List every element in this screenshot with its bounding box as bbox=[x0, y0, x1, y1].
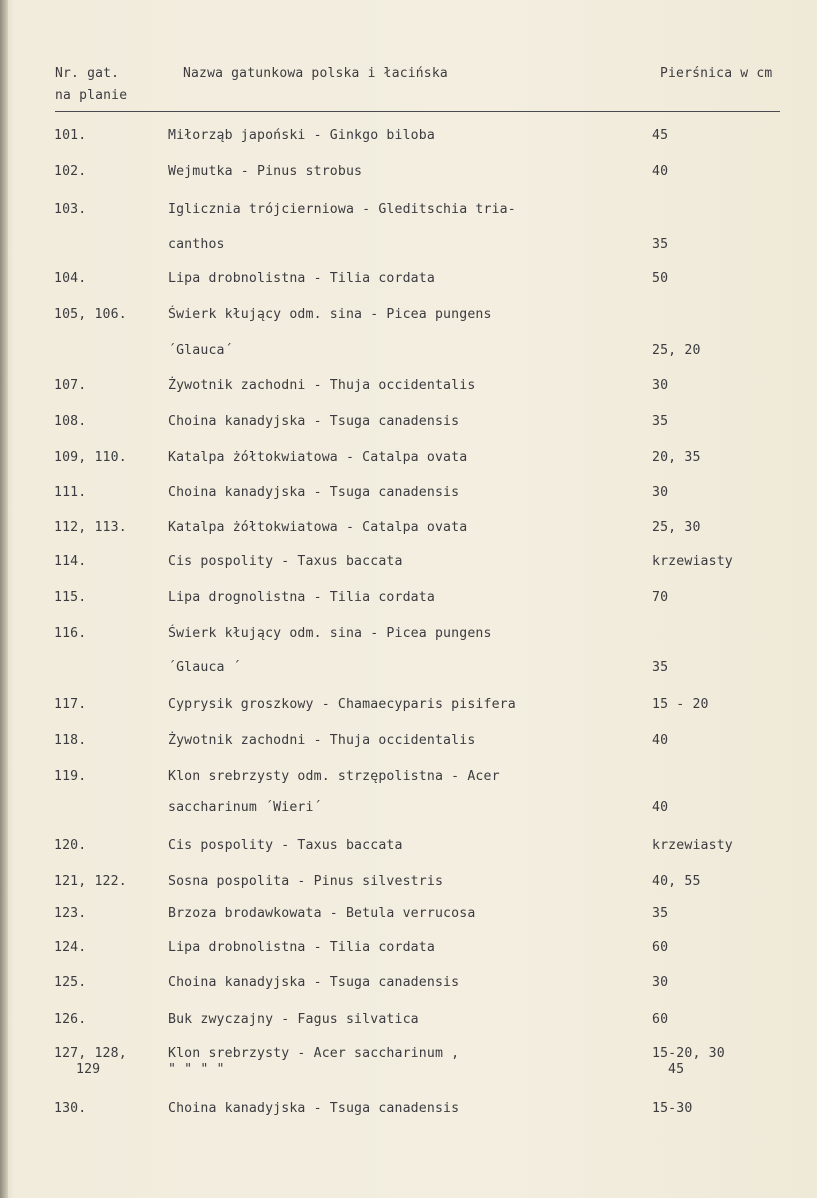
species-name: Choina kanadyjska - Tsuga canadensis bbox=[168, 485, 460, 500]
girth-value: 70 bbox=[652, 590, 669, 605]
girth-value: 40 bbox=[652, 164, 669, 179]
girth-value: krzewiasty bbox=[652, 554, 733, 569]
species-name: Lipa drobnolistna - Tilia cordata bbox=[168, 940, 435, 955]
girth-value: 15 - 20 bbox=[652, 697, 709, 712]
girth-value: 50 bbox=[652, 271, 669, 286]
species-name: Klon srebrzysty - Acer saccharinum , bbox=[168, 1046, 460, 1061]
girth-value: 40 bbox=[652, 800, 669, 815]
girth-value: 40, 55 bbox=[652, 874, 701, 889]
girth-value: 35 bbox=[652, 660, 669, 675]
row-number: 123. bbox=[54, 906, 87, 921]
girth-value: 35 bbox=[652, 237, 669, 252]
row-number: 116. bbox=[54, 626, 87, 641]
species-name: Żywotnik zachodni - Thuja occidentalis bbox=[168, 733, 476, 748]
species-name: Klon srebrzysty odm. strzępolistna - Acer bbox=[168, 769, 500, 784]
row-number-cont: 129 bbox=[76, 1062, 101, 1077]
species-name: Lipa drobnolistna - Tilia cordata bbox=[168, 271, 435, 286]
girth-value: 15-30 bbox=[652, 1101, 693, 1116]
row-number: 107. bbox=[54, 378, 87, 393]
species-name: Żywotnik zachodni - Thuja occidentalis bbox=[168, 378, 476, 393]
header-col-nr-line2: na planie bbox=[55, 88, 128, 103]
row-number: 119. bbox=[54, 769, 87, 784]
row-number: 126. bbox=[54, 1012, 87, 1027]
girth-value: 45 bbox=[668, 1062, 685, 1077]
row-number: 109, 110. bbox=[54, 450, 127, 465]
species-name: Wejmutka - Pinus strobus bbox=[168, 164, 363, 179]
girth-value: 45 bbox=[652, 128, 669, 143]
page-edge-shadow bbox=[0, 0, 8, 1198]
species-name: Brzoza brodawkowata - Betula verrucosa bbox=[168, 906, 476, 921]
species-name: Cis pospolity - Taxus baccata bbox=[168, 554, 403, 569]
header-rule bbox=[55, 111, 780, 112]
girth-value: 60 bbox=[652, 940, 669, 955]
row-number: 117. bbox=[54, 697, 87, 712]
species-name: saccharinum ´Wieri´ bbox=[168, 800, 322, 815]
species-name: Świerk kłujący odm. sina - Picea pungens bbox=[168, 307, 492, 322]
girth-value: 40 bbox=[652, 733, 669, 748]
header-col-name: Nazwa gatunkowa polska i łacińska bbox=[183, 66, 448, 81]
row-number: 115. bbox=[54, 590, 87, 605]
girth-value: krzewiasty bbox=[652, 838, 733, 853]
girth-value: 20, 35 bbox=[652, 450, 701, 465]
row-number: 124. bbox=[54, 940, 87, 955]
girth-value: 60 bbox=[652, 1012, 669, 1027]
row-number: 120. bbox=[54, 838, 87, 853]
girth-value: 15-20, 30 bbox=[652, 1046, 725, 1061]
species-name: Iglicznia trójcierniowa - Gleditschia tria- bbox=[168, 202, 516, 217]
species-name: Katalpa żółtokwiatowa - Catalpa ovata bbox=[168, 450, 468, 465]
row-number: 111. bbox=[54, 485, 87, 500]
girth-value: 35 bbox=[652, 414, 669, 429]
row-number: 112, 113. bbox=[54, 520, 127, 535]
row-number: 114. bbox=[54, 554, 87, 569]
row-number: 121, 122. bbox=[54, 874, 127, 889]
row-number: 105, 106. bbox=[54, 307, 127, 322]
row-number: 103. bbox=[54, 202, 87, 217]
species-name: Choina kanadyjska - Tsuga canadensis bbox=[168, 414, 460, 429]
row-number: 125. bbox=[54, 975, 87, 990]
girth-value: 35 bbox=[652, 906, 669, 921]
row-number: 108. bbox=[54, 414, 87, 429]
species-name: Cis pospolity - Taxus baccata bbox=[168, 838, 403, 853]
species-name: Miłorząb japoński - Ginkgo biloba bbox=[168, 128, 435, 143]
species-name: Lipa drognolistna - Tilia cordata bbox=[168, 590, 435, 605]
species-name: " " " " bbox=[168, 1062, 225, 1077]
species-name: Sosna pospolita - Pinus silvestris bbox=[168, 874, 444, 889]
girth-value: 25, 30 bbox=[652, 520, 701, 535]
girth-value: 25, 20 bbox=[652, 343, 701, 358]
row-number: 118. bbox=[54, 733, 87, 748]
species-name: Katalpa żółtokwiatowa - Catalpa ovata bbox=[168, 520, 468, 535]
species-name: Cyprysik groszkowy - Chamaecyparis pisifera bbox=[168, 697, 516, 712]
row-number: 102. bbox=[54, 164, 87, 179]
species-name: Świerk kłujący odm. sina - Picea pungens bbox=[168, 626, 492, 641]
header-col-girth: Pierśnica w cm bbox=[660, 66, 773, 81]
row-number: 101. bbox=[54, 128, 87, 143]
species-name: Buk zwyczajny - Fagus silvatica bbox=[168, 1012, 419, 1027]
row-number: 104. bbox=[54, 271, 87, 286]
header-col-nr-line1: Nr. gat. bbox=[55, 66, 120, 81]
species-name: Choina kanadyjska - Tsuga canadensis bbox=[168, 975, 460, 990]
girth-value: 30 bbox=[652, 975, 669, 990]
species-name: Choina kanadyjska - Tsuga canadensis bbox=[168, 1101, 460, 1116]
species-name: ´Glauca´ bbox=[168, 343, 233, 358]
girth-value: 30 bbox=[652, 485, 669, 500]
row-number: 130. bbox=[54, 1101, 87, 1116]
row-number: 127, 128, bbox=[54, 1046, 127, 1061]
girth-value: 30 bbox=[652, 378, 669, 393]
species-name: ´Glauca ´ bbox=[168, 660, 241, 675]
species-name: canthos bbox=[168, 237, 225, 252]
